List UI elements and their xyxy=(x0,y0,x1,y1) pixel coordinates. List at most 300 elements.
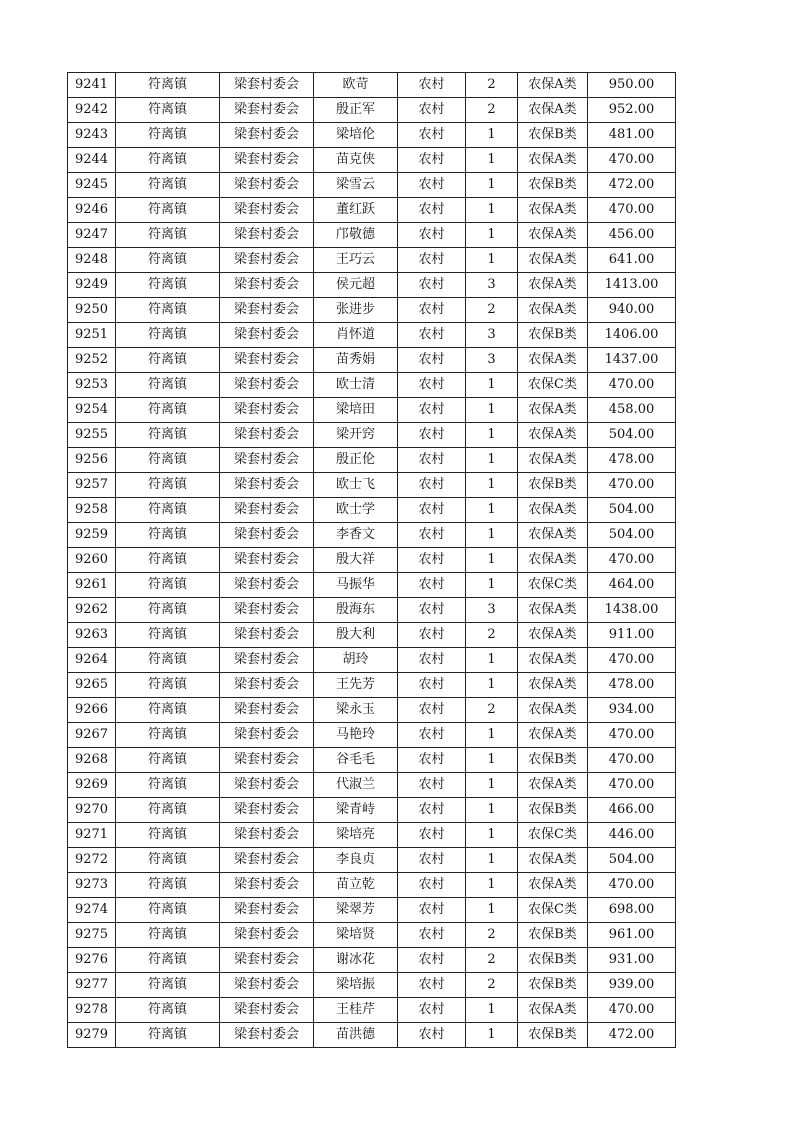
cell-serial: 9277 xyxy=(68,973,116,998)
cell-serial: 9248 xyxy=(68,248,116,273)
cell-count: 1 xyxy=(466,173,518,198)
cell-type: 农保A类 xyxy=(518,648,588,673)
cell-town: 符离镇 xyxy=(116,348,220,373)
cell-name: 梁永玉 xyxy=(314,698,398,723)
cell-count: 1 xyxy=(466,473,518,498)
table-row xyxy=(68,723,676,748)
cell-count: 2 xyxy=(466,698,518,723)
cell-name: 王巧云 xyxy=(314,248,398,273)
cell-town: 符离镇 xyxy=(116,123,220,148)
cell-amount: 934.00 xyxy=(588,698,676,723)
cell-town: 符离镇 xyxy=(116,473,220,498)
table-row xyxy=(68,148,676,173)
cell-village-committee: 梁套村委会 xyxy=(220,548,314,573)
cell-town: 符离镇 xyxy=(116,398,220,423)
cell-serial: 9278 xyxy=(68,998,116,1023)
cell-type: 农保A类 xyxy=(518,423,588,448)
cell-town: 符离镇 xyxy=(116,698,220,723)
table-row xyxy=(68,398,676,423)
cell-serial: 9254 xyxy=(68,398,116,423)
cell-name: 梁翠芳 xyxy=(314,898,398,923)
cell-name: 殷海东 xyxy=(314,598,398,623)
cell-amount: 641.00 xyxy=(588,248,676,273)
cell-village-committee: 梁套村委会 xyxy=(220,373,314,398)
cell-town: 符离镇 xyxy=(116,523,220,548)
cell-type: 农保B类 xyxy=(518,973,588,998)
cell-count: 3 xyxy=(466,273,518,298)
cell-village-committee: 梁套村委会 xyxy=(220,1023,314,1048)
cell-name: 殷正伦 xyxy=(314,448,398,473)
cell-amount: 470.00 xyxy=(588,148,676,173)
cell-type: 农保A类 xyxy=(518,98,588,123)
cell-village-committee: 梁套村委会 xyxy=(220,573,314,598)
cell-count: 1 xyxy=(466,573,518,598)
cell-name: 梁培田 xyxy=(314,398,398,423)
cell-town: 符离镇 xyxy=(116,648,220,673)
cell-count: 1 xyxy=(466,248,518,273)
cell-count: 1 xyxy=(466,798,518,823)
cell-amount: 470.00 xyxy=(588,548,676,573)
table-row xyxy=(68,673,676,698)
cell-town: 符离镇 xyxy=(116,898,220,923)
cell-count: 1 xyxy=(466,723,518,748)
cell-type: 农保B类 xyxy=(518,923,588,948)
table-row xyxy=(68,948,676,973)
cell-serial: 9241 xyxy=(68,73,116,98)
cell-serial: 9272 xyxy=(68,848,116,873)
cell-type: 农保A类 xyxy=(518,598,588,623)
table-row xyxy=(68,873,676,898)
cell-serial: 9243 xyxy=(68,123,116,148)
cell-name: 李良贞 xyxy=(314,848,398,873)
cell-village-committee: 梁套村委会 xyxy=(220,73,314,98)
cell-type: 农保C类 xyxy=(518,823,588,848)
cell-category: 农村 xyxy=(398,1023,466,1048)
cell-count: 1 xyxy=(466,1023,518,1048)
cell-amount: 504.00 xyxy=(588,848,676,873)
cell-type: 农保B类 xyxy=(518,748,588,773)
cell-town: 符离镇 xyxy=(116,873,220,898)
cell-amount: 470.00 xyxy=(588,873,676,898)
cell-category: 农村 xyxy=(398,798,466,823)
cell-count: 1 xyxy=(466,373,518,398)
cell-count: 1 xyxy=(466,873,518,898)
cell-category: 农村 xyxy=(398,398,466,423)
cell-amount: 470.00 xyxy=(588,748,676,773)
cell-amount: 1438.00 xyxy=(588,598,676,623)
cell-category: 农村 xyxy=(398,748,466,773)
cell-village-committee: 梁套村委会 xyxy=(220,623,314,648)
cell-town: 符离镇 xyxy=(116,973,220,998)
cell-serial: 9250 xyxy=(68,298,116,323)
cell-count: 2 xyxy=(466,948,518,973)
cell-name: 李香文 xyxy=(314,523,398,548)
cell-town: 符离镇 xyxy=(116,773,220,798)
cell-amount: 446.00 xyxy=(588,823,676,848)
cell-category: 农村 xyxy=(398,273,466,298)
cell-category: 农村 xyxy=(398,773,466,798)
cell-count: 1 xyxy=(466,498,518,523)
cell-type: 农保A类 xyxy=(518,698,588,723)
cell-name: 王桂芹 xyxy=(314,998,398,1023)
cell-type: 农保A类 xyxy=(518,723,588,748)
cell-town: 符离镇 xyxy=(116,798,220,823)
cell-village-committee: 梁套村委会 xyxy=(220,598,314,623)
table-row xyxy=(68,473,676,498)
cell-category: 农村 xyxy=(398,973,466,998)
cell-amount: 470.00 xyxy=(588,198,676,223)
cell-village-committee: 梁套村委会 xyxy=(220,498,314,523)
table-row xyxy=(68,173,676,198)
cell-town: 符离镇 xyxy=(116,1023,220,1048)
table-row xyxy=(68,748,676,773)
cell-amount: 950.00 xyxy=(588,73,676,98)
cell-amount: 470.00 xyxy=(588,373,676,398)
cell-type: 农保A类 xyxy=(518,848,588,873)
table-row xyxy=(68,348,676,373)
cell-town: 符离镇 xyxy=(116,273,220,298)
cell-type: 农保B类 xyxy=(518,798,588,823)
cell-type: 农保A类 xyxy=(518,623,588,648)
cell-type: 农保A类 xyxy=(518,548,588,573)
cell-village-committee: 梁套村委会 xyxy=(220,198,314,223)
cell-serial: 9262 xyxy=(68,598,116,623)
cell-amount: 478.00 xyxy=(588,673,676,698)
cell-village-committee: 梁套村委会 xyxy=(220,823,314,848)
cell-name: 谢冰花 xyxy=(314,948,398,973)
cell-count: 1 xyxy=(466,223,518,248)
table-row xyxy=(68,123,676,148)
cell-name: 代淑兰 xyxy=(314,773,398,798)
cell-village-committee: 梁套村委会 xyxy=(220,898,314,923)
cell-type: 农保A类 xyxy=(518,73,588,98)
cell-town: 符离镇 xyxy=(116,248,220,273)
cell-amount: 939.00 xyxy=(588,973,676,998)
cell-serial: 9269 xyxy=(68,773,116,798)
cell-town: 符离镇 xyxy=(116,223,220,248)
cell-type: 农保A类 xyxy=(518,523,588,548)
cell-name: 欧士飞 xyxy=(314,473,398,498)
cell-count: 1 xyxy=(466,823,518,848)
cell-category: 农村 xyxy=(398,898,466,923)
cell-name: 欧士学 xyxy=(314,498,398,523)
cell-count: 1 xyxy=(466,148,518,173)
cell-amount: 470.00 xyxy=(588,773,676,798)
cell-type: 农保B类 xyxy=(518,173,588,198)
cell-count: 1 xyxy=(466,398,518,423)
cell-type: 农保C类 xyxy=(518,573,588,598)
cell-village-committee: 梁套村委会 xyxy=(220,723,314,748)
cell-count: 1 xyxy=(466,423,518,448)
cell-amount: 470.00 xyxy=(588,998,676,1023)
cell-village-committee: 梁套村委会 xyxy=(220,973,314,998)
table-row xyxy=(68,523,676,548)
cell-village-committee: 梁套村委会 xyxy=(220,798,314,823)
cell-village-committee: 梁套村委会 xyxy=(220,698,314,723)
table-row xyxy=(68,423,676,448)
cell-category: 农村 xyxy=(398,873,466,898)
cell-amount: 1413.00 xyxy=(588,273,676,298)
cell-serial: 9270 xyxy=(68,798,116,823)
cell-serial: 9245 xyxy=(68,173,116,198)
cell-category: 农村 xyxy=(398,73,466,98)
cell-name: 梁培伦 xyxy=(314,123,398,148)
cell-amount: 466.00 xyxy=(588,798,676,823)
table-row xyxy=(68,998,676,1023)
cell-name: 梁雪云 xyxy=(314,173,398,198)
table-row xyxy=(68,73,676,98)
cell-type: 农保A类 xyxy=(518,673,588,698)
cell-category: 农村 xyxy=(398,123,466,148)
cell-town: 符离镇 xyxy=(116,723,220,748)
cell-village-committee: 梁套村委会 xyxy=(220,148,314,173)
cell-amount: 456.00 xyxy=(588,223,676,248)
cell-village-committee: 梁套村委会 xyxy=(220,448,314,473)
table-row xyxy=(68,898,676,923)
cell-serial: 9244 xyxy=(68,148,116,173)
cell-serial: 9259 xyxy=(68,523,116,548)
cell-amount: 472.00 xyxy=(588,173,676,198)
cell-category: 农村 xyxy=(398,198,466,223)
cell-category: 农村 xyxy=(398,448,466,473)
cell-count: 1 xyxy=(466,523,518,548)
cell-category: 农村 xyxy=(398,498,466,523)
cell-name: 殷大祥 xyxy=(314,548,398,573)
cell-name: 马振华 xyxy=(314,573,398,598)
cell-town: 符离镇 xyxy=(116,373,220,398)
table-row xyxy=(68,548,676,573)
cell-category: 农村 xyxy=(398,298,466,323)
cell-type: 农保A类 xyxy=(518,448,588,473)
cell-count: 3 xyxy=(466,598,518,623)
cell-category: 农村 xyxy=(398,548,466,573)
cell-village-committee: 梁套村委会 xyxy=(220,848,314,873)
cell-count: 1 xyxy=(466,898,518,923)
table-row xyxy=(68,298,676,323)
cell-name: 梁开窍 xyxy=(314,423,398,448)
cell-count: 2 xyxy=(466,973,518,998)
cell-village-committee: 梁套村委会 xyxy=(220,173,314,198)
cell-town: 符离镇 xyxy=(116,298,220,323)
table-row xyxy=(68,623,676,648)
cell-type: 农保B类 xyxy=(518,473,588,498)
table-row xyxy=(68,98,676,123)
cell-count: 1 xyxy=(466,998,518,1023)
cell-village-committee: 梁套村委会 xyxy=(220,323,314,348)
table-row xyxy=(68,698,676,723)
cell-amount: 504.00 xyxy=(588,523,676,548)
cell-type: 农保A类 xyxy=(518,998,588,1023)
cell-count: 1 xyxy=(466,673,518,698)
cell-amount: 458.00 xyxy=(588,398,676,423)
cell-amount: 472.00 xyxy=(588,1023,676,1048)
table-row xyxy=(68,923,676,948)
cell-category: 农村 xyxy=(398,823,466,848)
cell-count: 3 xyxy=(466,348,518,373)
cell-name: 马艳玲 xyxy=(314,723,398,748)
cell-name: 欧士清 xyxy=(314,373,398,398)
cell-serial: 9260 xyxy=(68,548,116,573)
cell-category: 农村 xyxy=(398,923,466,948)
cell-count: 1 xyxy=(466,748,518,773)
cell-type: 农保C类 xyxy=(518,373,588,398)
cell-village-committee: 梁套村委会 xyxy=(220,923,314,948)
cell-amount: 470.00 xyxy=(588,473,676,498)
cell-serial: 9271 xyxy=(68,823,116,848)
cell-name: 梁培振 xyxy=(314,973,398,998)
cell-count: 1 xyxy=(466,123,518,148)
cell-type: 农保B类 xyxy=(518,323,588,348)
cell-type: 农保A类 xyxy=(518,148,588,173)
cell-serial: 9246 xyxy=(68,198,116,223)
cell-name: 殷正军 xyxy=(314,98,398,123)
cell-type: 农保A类 xyxy=(518,248,588,273)
cell-name: 王先芳 xyxy=(314,673,398,698)
cell-count: 2 xyxy=(466,73,518,98)
cell-name: 梁青峙 xyxy=(314,798,398,823)
table-row xyxy=(68,323,676,348)
table-row xyxy=(68,648,676,673)
table-row xyxy=(68,823,676,848)
cell-town: 符离镇 xyxy=(116,673,220,698)
cell-name: 苗克侠 xyxy=(314,148,398,173)
cell-name: 胡玲 xyxy=(314,648,398,673)
cell-town: 符离镇 xyxy=(116,548,220,573)
cell-amount: 911.00 xyxy=(588,623,676,648)
cell-serial: 9249 xyxy=(68,273,116,298)
cell-count: 1 xyxy=(466,773,518,798)
table-row xyxy=(68,223,676,248)
cell-count: 1 xyxy=(466,648,518,673)
cell-village-committee: 梁套村委会 xyxy=(220,423,314,448)
cell-village-committee: 梁套村委会 xyxy=(220,873,314,898)
cell-serial: 9261 xyxy=(68,573,116,598)
cell-serial: 9256 xyxy=(68,448,116,473)
cell-town: 符离镇 xyxy=(116,998,220,1023)
cell-village-committee: 梁套村委会 xyxy=(220,223,314,248)
cell-village-committee: 梁套村委会 xyxy=(220,98,314,123)
cell-village-committee: 梁套村委会 xyxy=(220,748,314,773)
table-row xyxy=(68,198,676,223)
cell-town: 符离镇 xyxy=(116,823,220,848)
cell-name: 苗秀娟 xyxy=(314,348,398,373)
cell-town: 符离镇 xyxy=(116,173,220,198)
table-row xyxy=(68,973,676,998)
cell-village-committee: 梁套村委会 xyxy=(220,123,314,148)
cell-town: 符离镇 xyxy=(116,448,220,473)
cell-type: 农保A类 xyxy=(518,298,588,323)
cell-name: 邝敬德 xyxy=(314,223,398,248)
cell-name: 董红跃 xyxy=(314,198,398,223)
cell-serial: 9276 xyxy=(68,948,116,973)
cell-serial: 9266 xyxy=(68,698,116,723)
cell-serial: 9263 xyxy=(68,623,116,648)
cell-village-committee: 梁套村委会 xyxy=(220,998,314,1023)
cell-type: 农保B类 xyxy=(518,123,588,148)
cell-type: 农保A类 xyxy=(518,273,588,298)
table-row xyxy=(68,248,676,273)
cell-town: 符离镇 xyxy=(116,598,220,623)
cell-serial: 9258 xyxy=(68,498,116,523)
cell-name: 谷毛毛 xyxy=(314,748,398,773)
cell-category: 农村 xyxy=(398,348,466,373)
cell-name: 苗立乾 xyxy=(314,873,398,898)
cell-amount: 504.00 xyxy=(588,498,676,523)
cell-town: 符离镇 xyxy=(116,198,220,223)
cell-amount: 952.00 xyxy=(588,98,676,123)
cell-town: 符离镇 xyxy=(116,623,220,648)
cell-serial: 9274 xyxy=(68,898,116,923)
table-row xyxy=(68,498,676,523)
cell-village-committee: 梁套村委会 xyxy=(220,673,314,698)
cell-type: 农保A类 xyxy=(518,198,588,223)
table-row xyxy=(68,798,676,823)
cell-category: 农村 xyxy=(398,148,466,173)
table-row xyxy=(68,848,676,873)
cell-village-committee: 梁套村委会 xyxy=(220,648,314,673)
cell-amount: 961.00 xyxy=(588,923,676,948)
table-row xyxy=(68,573,676,598)
cell-category: 农村 xyxy=(398,423,466,448)
cell-serial: 9264 xyxy=(68,648,116,673)
cell-town: 符离镇 xyxy=(116,948,220,973)
cell-category: 农村 xyxy=(398,598,466,623)
cell-village-committee: 梁套村委会 xyxy=(220,948,314,973)
cell-category: 农村 xyxy=(398,173,466,198)
cell-serial: 9247 xyxy=(68,223,116,248)
cell-village-committee: 梁套村委会 xyxy=(220,348,314,373)
cell-count: 3 xyxy=(466,323,518,348)
table-row xyxy=(68,598,676,623)
cell-category: 农村 xyxy=(398,723,466,748)
cell-town: 符离镇 xyxy=(116,848,220,873)
cell-category: 农村 xyxy=(398,698,466,723)
cell-amount: 478.00 xyxy=(588,448,676,473)
cell-village-committee: 梁套村委会 xyxy=(220,248,314,273)
cell-town: 符离镇 xyxy=(116,98,220,123)
cell-amount: 470.00 xyxy=(588,648,676,673)
cell-town: 符离镇 xyxy=(116,748,220,773)
cell-category: 农村 xyxy=(398,473,466,498)
cell-category: 农村 xyxy=(398,623,466,648)
cell-serial: 9242 xyxy=(68,98,116,123)
cell-serial: 9265 xyxy=(68,673,116,698)
cell-town: 符离镇 xyxy=(116,498,220,523)
cell-count: 2 xyxy=(466,298,518,323)
cell-serial: 9279 xyxy=(68,1023,116,1048)
cell-town: 符离镇 xyxy=(116,573,220,598)
cell-amount: 504.00 xyxy=(588,423,676,448)
cell-name: 侯元超 xyxy=(314,273,398,298)
cell-serial: 9268 xyxy=(68,748,116,773)
cell-name: 张进步 xyxy=(314,298,398,323)
cell-village-committee: 梁套村委会 xyxy=(220,773,314,798)
cell-type: 农保B类 xyxy=(518,948,588,973)
data-table xyxy=(67,72,676,1048)
cell-serial: 9267 xyxy=(68,723,116,748)
cell-village-committee: 梁套村委会 xyxy=(220,298,314,323)
cell-village-committee: 梁套村委会 xyxy=(220,398,314,423)
cell-category: 农村 xyxy=(398,948,466,973)
cell-name: 苗洪德 xyxy=(314,1023,398,1048)
cell-type: 农保A类 xyxy=(518,223,588,248)
cell-type: 农保A类 xyxy=(518,773,588,798)
cell-category: 农村 xyxy=(398,998,466,1023)
cell-name: 梁培贤 xyxy=(314,923,398,948)
cell-serial: 9257 xyxy=(68,473,116,498)
document-sheet xyxy=(67,72,676,1048)
cell-serial: 9252 xyxy=(68,348,116,373)
